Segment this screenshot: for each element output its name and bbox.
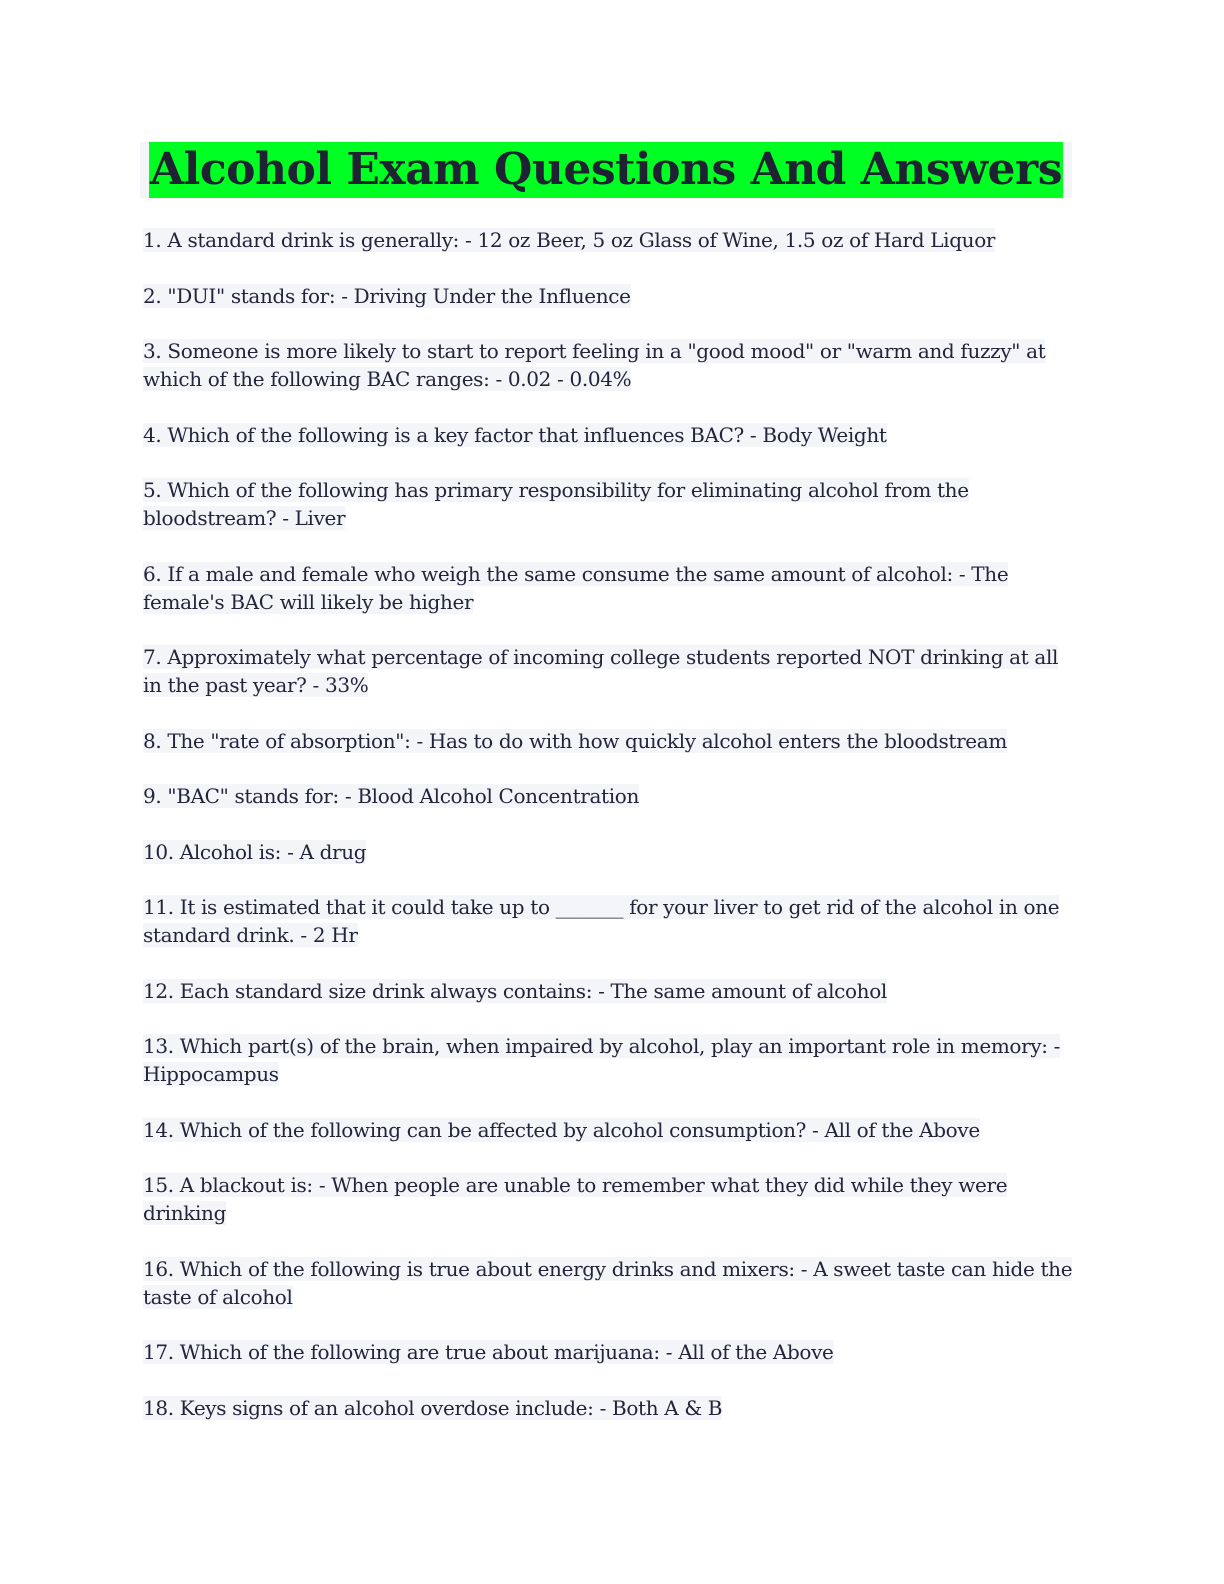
- qa-item-text: 8. The "rate of absorption": - Has to do with how quickly alcohol enters the bloodstream: [143, 728, 1007, 753]
- qa-item-text: 7. Approximately what percentage of incoming college students reported NOT drinking at all in the past year? - 33%: [143, 645, 1059, 697]
- qa-item: [143, 893, 1077, 949]
- qa-item: [143, 1116, 1077, 1144]
- qa-item-text: 17. Which of the following are true about marijuana: - All of the Above: [143, 1340, 834, 1364]
- qa-item: [143, 282, 1077, 310]
- qa-item: [143, 421, 1077, 449]
- qa-item: [143, 782, 1077, 810]
- qa-item-text: 4. Which of the following is a key factor that influences BAC? - Body Weight: [143, 422, 887, 447]
- qa-item: [143, 226, 1077, 254]
- title-band: [140, 142, 1072, 198]
- qa-item-text: 1. A standard drink is generally: - 12 oz Beer, 5 oz Glass of Wine, 1.5 oz of Hard Liquor: [143, 228, 996, 252]
- qa-item-text: 16. Which of the following is true about energy drinks and mixers: - A sweet taste can hide the taste of alcohol: [143, 1256, 1073, 1309]
- qa-item-text: 10. Alcohol is: - A drug: [143, 839, 367, 864]
- qa-item: [143, 838, 1077, 866]
- qa-item-text: 11. It is estimated that it could take up to _______ for your liver to get rid of the alcohol in one standard drink. - 2 Hr: [143, 895, 1060, 947]
- qa-item-text: 5. Which of the following has primary responsibility for eliminating alcohol from the bloodstream? - Liver: [143, 478, 969, 530]
- qa-item: [143, 1171, 1077, 1227]
- qa-item-text: 13. Which part(s) of the brain, when impaired by alcohol, play an important role in memory: - Hippocampus: [143, 1034, 1061, 1086]
- qa-item-text: 9. "BAC" stands for: - Blood Alcohol Concentration: [143, 784, 639, 808]
- qa-item: [143, 337, 1077, 393]
- qa-item-text: 2. "DUI" stands for: - Driving Under the Influence: [143, 283, 631, 308]
- qa-item: [143, 1394, 1077, 1422]
- document-title: Alcohol Exam Questions And Answers: [149, 142, 1063, 198]
- qa-item: [143, 1338, 1077, 1366]
- qa-item-text: 3. Someone is more likely to start to report feeling in a "good mood" or "warm and fuzzy" at which of the following BAC ranges: - 0.02 - 0.04%: [143, 339, 1046, 391]
- qa-item: [143, 643, 1077, 699]
- qa-item-text: 12. Each standard size drink always contains: - The same amount of alcohol: [143, 978, 887, 1003]
- qa-item-text: 15. A blackout is: - When people are unable to remember what they did while they were drinking: [143, 1173, 1008, 1225]
- qa-item-text: 18. Keys signs of an alcohol overdose include: - Both A & B: [143, 1395, 723, 1420]
- qa-item: [143, 977, 1077, 1005]
- qa-item: [143, 476, 1077, 532]
- qa-item-text: 6. If a male and female who weigh the same consume the same amount of alcohol: - The female's BAC will likely be higher: [143, 561, 1009, 614]
- qa-item: [143, 727, 1077, 755]
- qa-item: [143, 1032, 1077, 1088]
- qa-item: [143, 560, 1077, 616]
- qa-item-text: 14. Which of the following can be affected by alcohol consumption? - All of the Above: [143, 1117, 980, 1142]
- qa-item: [143, 1255, 1077, 1311]
- question-answer-list: [143, 226, 1077, 1449]
